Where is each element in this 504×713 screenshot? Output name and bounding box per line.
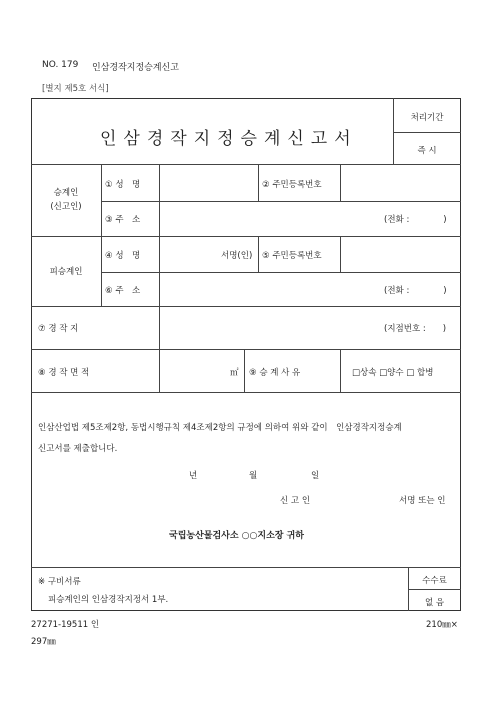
form-code: 27271-19511 인 bbox=[31, 620, 100, 630]
paper-size-a: 210㎜× bbox=[426, 620, 458, 630]
reporter-sign: 서명 또는 인 bbox=[399, 496, 446, 506]
date-month: 월 bbox=[249, 471, 258, 481]
row-line-6 bbox=[31, 349, 461, 350]
statement-line2: 신고서를 제출합니다. bbox=[38, 444, 118, 454]
required-docs-item: 피승계인의 인삼경작지정서 1부. bbox=[48, 595, 169, 605]
col-line-reason bbox=[244, 349, 245, 392]
row-line-1 bbox=[31, 164, 461, 165]
doc-number: NO. 179 bbox=[42, 60, 79, 70]
row-line-2 bbox=[101, 201, 461, 202]
col-line-reason-value bbox=[340, 349, 341, 392]
col-line-rrn2 bbox=[258, 236, 259, 272]
col-line-label bbox=[101, 164, 102, 306]
field-lot-number: (지점번호 : ) bbox=[384, 324, 447, 334]
predecessor-name-label: ④ 성 명 bbox=[105, 251, 141, 261]
successor-name-label: ① 성 명 bbox=[105, 180, 141, 190]
successor-rrn-label: ② 주민등록번호 bbox=[262, 180, 322, 190]
statement-line1: 인삼산업법 제5조제2항, 동법시행규칙 제4조제2항의 규정에 의하여 위와 같이 인삼경작지정승계 bbox=[38, 423, 402, 433]
row-line-7 bbox=[31, 392, 461, 393]
area-label: ⑧ 경 작 면 적 bbox=[38, 368, 90, 378]
date-year: 년 bbox=[189, 471, 198, 481]
row-line-4 bbox=[101, 272, 461, 273]
required-docs-title: ※ 구비서류 bbox=[38, 577, 81, 587]
col-line-field bbox=[159, 164, 160, 392]
successor-label: 승계인 bbox=[53, 188, 79, 198]
fee-row-divider bbox=[408, 589, 461, 590]
form-title: 인삼경작지정승계신고서 bbox=[100, 129, 358, 149]
fee-label: 수수료 bbox=[422, 576, 447, 586]
reporter-label: 신 고 인 bbox=[280, 496, 311, 506]
area-unit: ㎡ bbox=[230, 368, 239, 378]
predecessor-sign: 서명(인) bbox=[221, 251, 253, 261]
predecessor-phone: (전화 : ) bbox=[384, 286, 447, 296]
date-day: 일 bbox=[311, 471, 320, 481]
reason-options: □상속 □양수 □ 합병 bbox=[352, 368, 434, 378]
fee-value: 없 음 bbox=[424, 598, 445, 608]
row-line-5 bbox=[31, 306, 461, 307]
successor-phone: (전화 : ) bbox=[384, 215, 447, 225]
col-line-rrn1-value bbox=[340, 164, 341, 201]
doc-title: 인삼경작지정승계신고 bbox=[92, 63, 179, 73]
predecessor-label: 피승계인 bbox=[49, 267, 83, 277]
addressee: 국립농산물검사소 ○○지소장 귀하 bbox=[169, 531, 304, 541]
processing-period-value: 즉 시 bbox=[417, 146, 437, 156]
col-line-rrn1 bbox=[258, 164, 259, 201]
col-line-rrn2-value bbox=[340, 236, 341, 272]
successor-address-label: ③ 주 소 bbox=[105, 215, 141, 225]
field-label: ⑦ 경 작 지 bbox=[38, 324, 79, 334]
row-line-3 bbox=[31, 236, 461, 237]
predecessor-address-label: ⑥ 주 소 bbox=[105, 286, 141, 296]
reason-label: ⑨ 승 계 사 유 bbox=[249, 368, 301, 378]
processing-period-label: 처리기간 bbox=[410, 113, 444, 123]
paper-size-b: 297㎜ bbox=[31, 637, 56, 647]
form-reference: [별지 제5호 서식] bbox=[42, 84, 109, 94]
predecessor-rrn-label: ⑤ 주민등록번호 bbox=[262, 251, 322, 261]
successor-label-sub: (신고인) bbox=[50, 202, 82, 212]
row-line-8 bbox=[31, 567, 461, 568]
processing-divider bbox=[393, 132, 461, 133]
